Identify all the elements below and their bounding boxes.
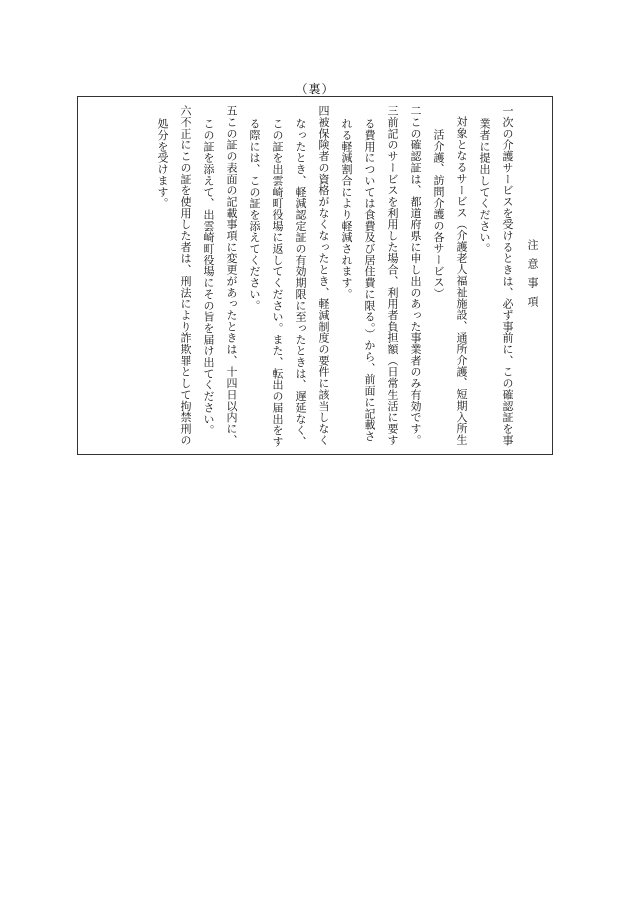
item-number: 三	[386, 105, 399, 117]
notice-item-2	[404, 105, 427, 448]
item-text: 対象となるサービス（介護老人福祉施設、通所介護、短期入所生活介護、訪問介護の各サービス）	[432, 116, 468, 446]
notice-box	[77, 96, 553, 455]
item-number: 二	[409, 105, 422, 117]
notice-item-3	[335, 105, 404, 448]
item-number: 六	[179, 105, 192, 117]
notice-item-1	[473, 105, 519, 448]
item-text: 次の介護サービスを受けるときは、必ず事前に、この確認証を事業者に提出してください。	[478, 116, 514, 446]
notice-item-5	[197, 105, 243, 448]
item-number: 四	[317, 105, 330, 117]
notice-title: 注意事項	[526, 238, 539, 315]
item-text: 不正にこの証を使用した者は、刑法により詐欺罪として拘禁刑の処分を受けます。	[156, 116, 192, 446]
item-number: 五	[225, 105, 238, 117]
notice-item-4	[243, 105, 335, 448]
item-text: この証の表面の記載事項に変更があったときは、十四日以内に、この証を添えて、出雲崎町役場にその旨を届け出てください。	[202, 116, 238, 446]
notice-text-block	[151, 105, 544, 448]
notice-item-1-services	[427, 105, 473, 448]
item-text: 被保険者の資格がなくなったとき、軽減制度の要件に該当しなくなったとき、軽減認定証の有効期限に至ったときは、遅延なく、この証を出雲崎町役場に返してください。また、転出の届出をする際には、この証を添えてください。	[248, 116, 330, 448]
item-number: 一	[501, 105, 514, 117]
item-text: この確認証は、都道府県に申し出のあった事業者のみ有効です。	[409, 116, 422, 446]
item-text: 前記のサービスを利用した場合、利用者負担額（日常生活に要する費用については食費及び居住費に限る。）から、前面に記載される軽減割合により軽減されます。	[340, 116, 399, 446]
notice-item-6	[151, 105, 197, 448]
page-side-label: （裏）	[295, 82, 335, 96]
